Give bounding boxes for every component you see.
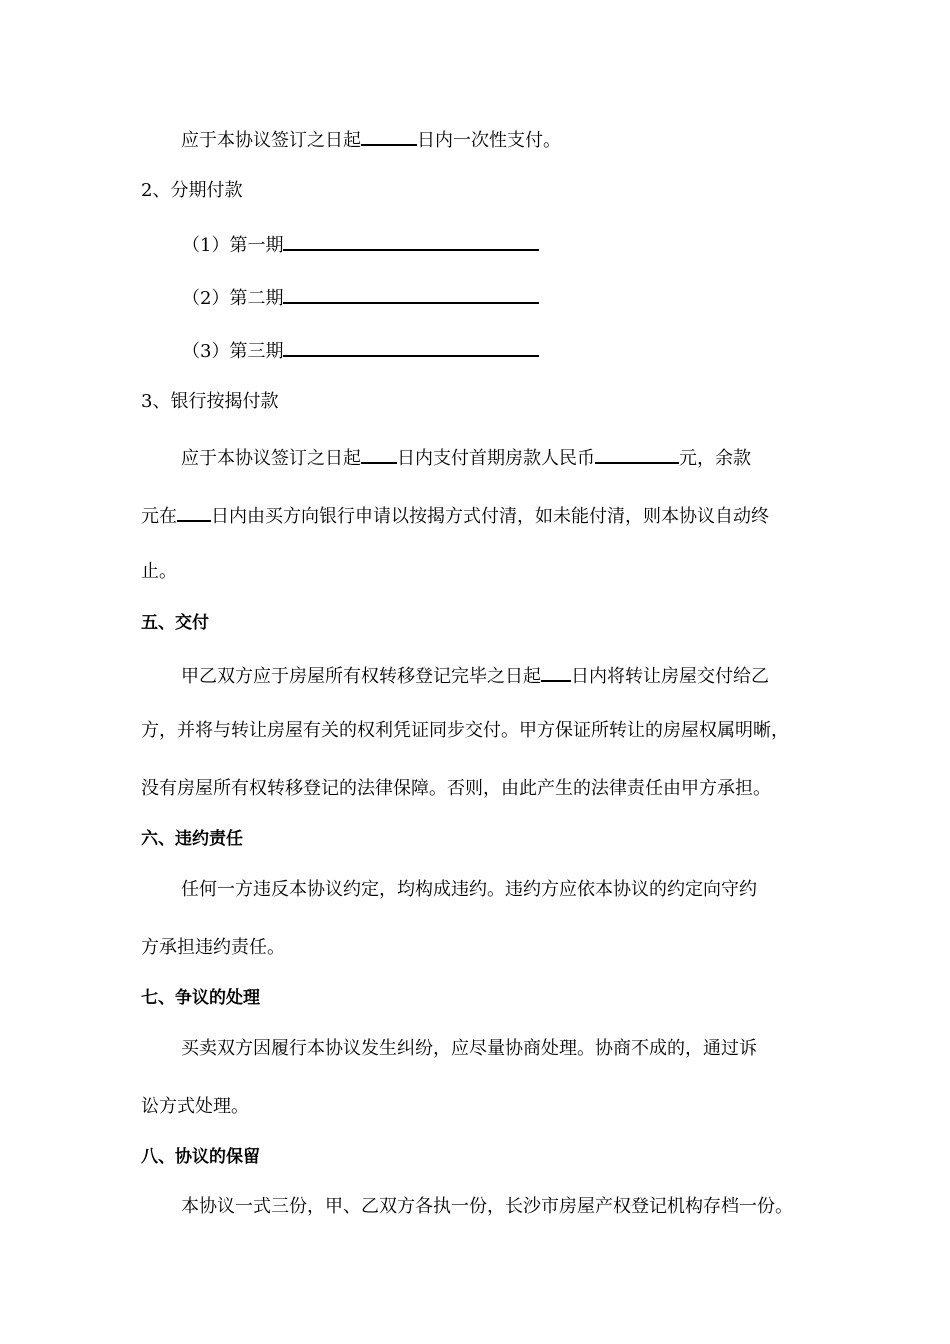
section-7-title: 七、争议的处理 — [141, 988, 260, 1008]
installment-label: （2）第二期 — [182, 288, 284, 309]
blank-days — [361, 444, 397, 464]
installment-1 — [182, 231, 539, 258]
pay-once-paragraph — [181, 126, 561, 153]
sec5-line-3: 没有房屋所有权转移登记的法律保障。否则，由此产生的法律责任由甲方承担。 — [141, 778, 771, 799]
mortgage-line-3: 止。 — [141, 561, 177, 582]
text: 日内一次性支付。 — [417, 130, 561, 151]
section-5-title: 五、交付 — [141, 613, 209, 633]
sec5-line-2: 方，并将与转让房屋有关的权利凭证同步交付。甲方保证所转让的房屋权属明晰， — [141, 720, 789, 741]
blank-line — [283, 284, 539, 304]
installment-3 — [182, 337, 539, 364]
blank-line — [283, 231, 539, 251]
sec7-line-1: 买卖双方因履行本协议发生纠纷，应尽量协商处理。协商不成的，通过诉 — [181, 1038, 757, 1059]
sec8-line-1: 本协议一式三份，甲、乙双方各执一份，长沙市房屋产权登记机构存档一份。 — [181, 1196, 793, 1217]
blank-days — [361, 126, 417, 146]
installment-2 — [182, 284, 539, 311]
sec6-line-2: 方承担违约责任。 — [141, 937, 285, 958]
text: 应于本协议签订之日起 — [181, 448, 361, 469]
installment-label: （3）第三期 — [182, 341, 284, 362]
item-mortgage-heading: 3、银行按揭付款 — [141, 391, 279, 412]
installment-label: （1）第一期 — [182, 235, 284, 256]
text: 甲乙双方应于房屋所有权转移登记完毕之日起 — [181, 666, 541, 687]
section-6-title: 六、违约责任 — [141, 829, 243, 849]
text: 元，余款 — [679, 448, 751, 469]
item-installment-heading: 2、分期付款 — [141, 180, 243, 201]
blank-line — [283, 337, 539, 357]
sec5-line-1 — [181, 662, 769, 689]
text: 元在 — [141, 506, 177, 527]
mortgage-line-1 — [181, 444, 751, 471]
sec7-line-2: 讼方式处理。 — [141, 1096, 249, 1117]
blank-days — [541, 662, 571, 682]
text: 应于本协议签订之日起 — [181, 130, 361, 151]
section-8-title: 八、协议的保留 — [141, 1147, 260, 1167]
text: 日内将转让房屋交付给乙 — [571, 666, 769, 687]
blank-amount — [595, 444, 679, 464]
blank-days — [177, 502, 211, 522]
text: 日内由买方向银行申请以按揭方式付清，如未能付清，则本协议自动终 — [211, 506, 769, 527]
sec6-line-1: 任何一方违反本协议约定，均构成违约。违约方应依本协议的约定向守约 — [181, 879, 757, 900]
mortgage-line-2 — [141, 502, 769, 529]
text: 日内支付首期房款人民币 — [397, 448, 595, 469]
